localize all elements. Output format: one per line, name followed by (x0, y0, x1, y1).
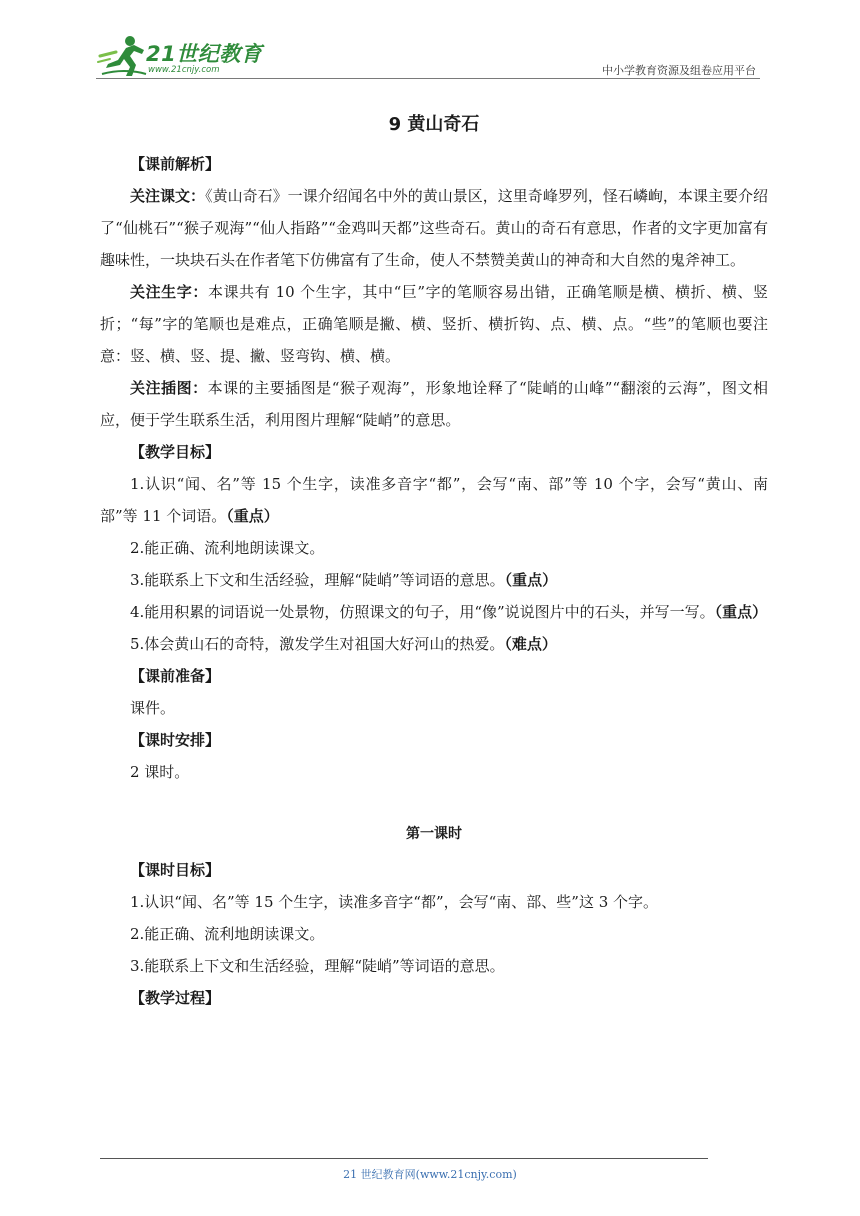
goal-text: 1.认识“闻、名”等 15 个生字，读准多音字“都”，会写“南、部”等 10 个字，会写“黄山、南部”等 11 个词语。 (100, 475, 768, 525)
paragraph-text-focus (100, 180, 768, 276)
paragraph-lead: 关注课文： (130, 187, 206, 205)
section-heading-goals: 【教学目标】 (130, 443, 221, 461)
runner-logo-icon (96, 34, 150, 78)
paragraph-body: 本课共有 10 个生字，其中“巨”字的笔顺容易出错，正确笔顺是横、横折、横、竖折；“每”字的笔顺也是难点，正确笔顺是撇、横、竖折、横折钩、点、横、点。“些”的笔顺也要注意：竖、横、竖、提、撇、竖弯钩、横、横。 (100, 283, 768, 365)
paragraph-lead: 关注生字： (130, 283, 208, 301)
lesson-goal-item: 3.能联系上下文和生活经验，理解“陡峭”等词语的意思。 (130, 957, 505, 975)
platform-name: 中小学教育资源及组卷应用平台 (602, 64, 756, 77)
section-heading-schedule: 【课时安排】 (130, 731, 221, 749)
section-heading-prep: 【课前准备】 (130, 667, 221, 685)
goal-text: 5.体会黄山石的奇特，激发学生对祖国大好河山的热爱。 (130, 635, 505, 653)
page-title: 9 黄山奇石 (388, 114, 480, 135)
goal-text: 4.能用积累的词语说一处景物，仿照课文的句子，用“像”说说图片中的石头，并写一写。 (130, 603, 715, 621)
page-footer: 21 世纪教育网(www.21cnjy.com) (343, 1168, 517, 1181)
section-heading-process: 【教学过程】 (130, 989, 221, 1007)
goal-item (100, 532, 768, 564)
prep-text: 课件。 (130, 699, 176, 717)
paragraph-picture-focus (100, 372, 768, 436)
lesson-goal-item: 2.能正确、流利地朗读课文。 (130, 925, 325, 943)
goal-tag: （难点） (504, 635, 557, 653)
goal-tag: （重点） (504, 571, 558, 589)
goal-tag: （重点） (714, 603, 768, 621)
goal-item (100, 596, 768, 628)
paragraph-chars-focus (100, 276, 768, 372)
footer-divider (100, 1158, 708, 1159)
section-heading-lesson-goals: 【课时目标】 (130, 861, 221, 879)
goal-text: 2.能正确、流利地朗读课文。 (130, 539, 325, 557)
goal-item (100, 564, 768, 596)
page-header (96, 28, 760, 80)
document-body (100, 110, 768, 1014)
paragraph-body: 《黄山奇石》一课介绍闻名中外的黄山景区，这里奇峰罗列，怪石嶙峋，本课主要介绍了“仙桃石”“猴子观海”“仙人指路”“金鸡叫天都”这些奇石。黄山的奇石有意思，作者的文字更加富有趣味性，一块块石头在作者笔下仿佛富有了生命，使人不禁赞美黄山的神奇和大自然的鬼斧神工。 (100, 187, 768, 269)
schedule-text: 2 课时。 (130, 763, 190, 781)
goal-item (100, 628, 768, 660)
goal-text: 3.能联系上下文和生活经验，理解“陡峭”等词语的意思。 (130, 571, 505, 589)
logo (96, 34, 266, 78)
goal-tag: （重点） (226, 507, 279, 525)
paragraph-lead: 关注插图： (130, 379, 208, 397)
lesson-one-title: 第一课时 (406, 826, 462, 842)
section-heading-pre-analysis: 【课前解析】 (130, 155, 221, 173)
logo-url: www.21cnjy.com (148, 65, 220, 75)
paragraph-body: 本课的主要插图是“猴子观海”，形象地诠释了“陡峭的山峰”“翻滚的云海”，图文相应，便于学生联系生活，利用图片理解“陡峭”的意思。 (100, 379, 768, 429)
logo-text: 21世纪教育 (146, 42, 263, 66)
goal-item (100, 468, 768, 532)
header-divider (96, 78, 760, 79)
lesson-goal-item: 1.认识“闻、名”等 15 个生字，读准多音字“都”，会写“南、部、些”这 3 个字。 (130, 893, 659, 911)
